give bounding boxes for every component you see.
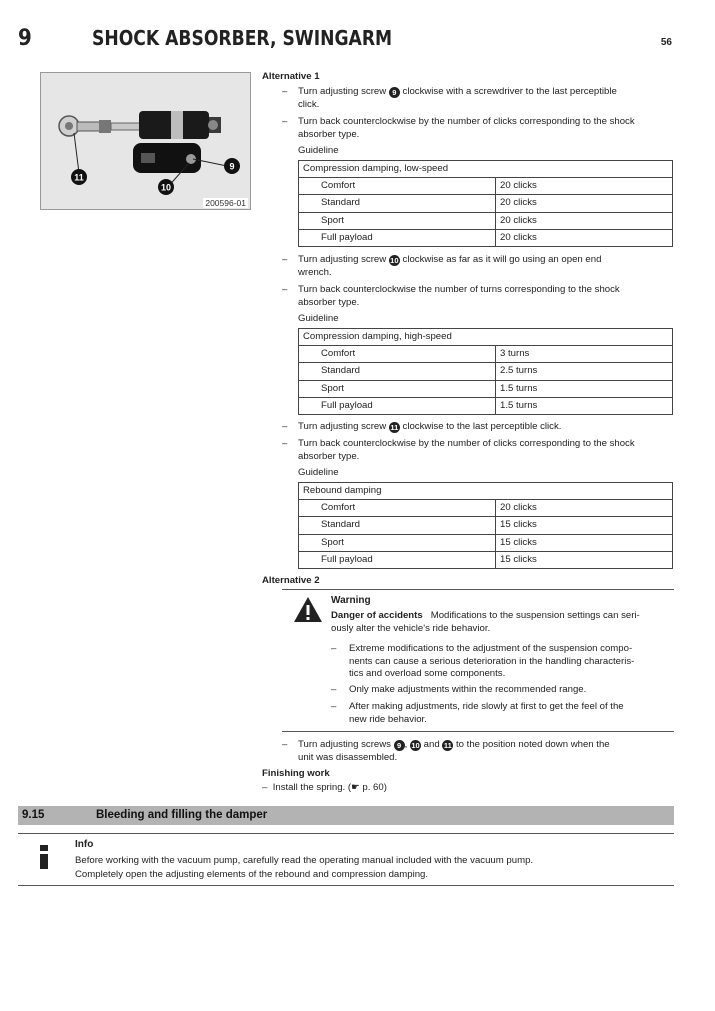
row-label: Standard: [299, 363, 496, 380]
warning-lead: Danger of accidents: [331, 610, 423, 621]
finishing-page-ref[interactable]: p. 60): [362, 782, 387, 793]
row-value: 20 clicks: [496, 229, 673, 246]
section-header-bar: [18, 806, 674, 825]
guideline-label: Guideline: [298, 145, 339, 156]
warning-item-text: Extreme modifications to the adjustment of the suspension compo-: [349, 643, 633, 654]
dash: –: [331, 684, 337, 695]
step-4-text-a: Turn back counterclockwise the number of turns corresponding to the shock: [298, 284, 620, 295]
row-value: 3 turns: [496, 346, 673, 363]
info-icon: [37, 845, 51, 869]
table-row: [299, 195, 673, 212]
finishing-work-heading: Finishing work: [262, 768, 330, 779]
dash: –: [262, 782, 268, 793]
chapter-title: SHOCK ABSORBER, SWINGARM: [92, 26, 393, 50]
step-4-text-b: absorber type.: [298, 296, 360, 308]
chapter-number: 9: [18, 26, 33, 51]
table-row: [299, 534, 673, 551]
row-value: 15 clicks: [496, 551, 673, 568]
table-row: [299, 229, 673, 246]
step-5-text-b: clockwise to the last perceptible click.: [402, 421, 562, 432]
warning-item-text: After making adjustments, ride slowly at first to get the feel of the: [349, 701, 624, 712]
svg-text:9: 9: [229, 161, 235, 172]
table-row: [299, 551, 673, 568]
row-value: 1.5 turns: [496, 397, 673, 414]
info-line-2: Completely open the adjusting elements of the rebound and compression damping.: [75, 868, 429, 880]
row-label: Full payload: [299, 551, 496, 568]
warning-title: Warning: [331, 595, 371, 606]
step-1: [282, 86, 674, 111]
warning-item-1: [331, 643, 671, 681]
warning-body: [331, 610, 671, 635]
step-2-text-a: Turn back counterclockwise by the number of clicks corresponding to the shock: [298, 116, 635, 127]
table-title: Rebound damping: [299, 483, 673, 500]
shock-absorber-photo: [40, 72, 251, 210]
page-number: 56: [660, 37, 672, 48]
info-body: [75, 854, 675, 881]
dash: –: [282, 86, 288, 97]
warning-text-a: Modifications to the suspension settings can seri-: [430, 610, 640, 621]
step-5: [282, 421, 674, 434]
step-4: [282, 284, 674, 309]
figure-code: 200596-01: [205, 198, 246, 208]
row-value: 20 clicks: [496, 195, 673, 212]
table-row: [299, 517, 673, 534]
divider: [18, 885, 674, 886]
alternative-1-heading: Alternative 1: [262, 71, 320, 82]
table-compression-low-speed: [298, 160, 673, 247]
step-3-text-c: wrench.: [298, 266, 332, 278]
ref-10-icon: 10: [390, 256, 399, 265]
dash: –: [282, 116, 288, 127]
section-number: 9.15: [22, 809, 45, 821]
dash: –: [282, 421, 288, 432]
warning-item-text: tics and overload some components.: [349, 668, 506, 679]
divider: [282, 589, 674, 590]
step-6: [282, 438, 674, 463]
step-3-text-a: Turn adjusting screw: [298, 254, 387, 265]
row-label: Comfort: [299, 500, 496, 517]
dash: –: [282, 739, 288, 750]
table-row: [299, 212, 673, 229]
step-7-text-a: Turn adjusting screws: [298, 739, 391, 750]
row-value: 20 clicks: [496, 178, 673, 195]
svg-text:11: 11: [74, 172, 84, 183]
step-3-text-b: clockwise as far as it will go using an open end: [402, 254, 602, 265]
row-label: Full payload: [299, 397, 496, 414]
row-label: Full payload: [299, 229, 496, 246]
row-value: 15 clicks: [496, 517, 673, 534]
row-label: Sport: [299, 380, 496, 397]
step-7-text-c: unit was disassembled.: [298, 751, 398, 763]
step-2: [282, 116, 674, 141]
step-1-text-b: clockwise with a screwdriver to the last perceptible: [402, 86, 617, 97]
row-label: Sport: [299, 534, 496, 551]
row-label: Comfort: [299, 346, 496, 363]
ref-11-icon: 11: [390, 423, 399, 432]
alternative-2-heading: Alternative 2: [262, 575, 320, 586]
warning-item-text: nents can cause a serious deterioration in the handling characteris-: [349, 655, 635, 667]
dash: –: [282, 438, 288, 449]
dash: –: [282, 254, 288, 265]
warning-triangle-icon: [293, 596, 323, 623]
shock-absorber-illustration: [41, 73, 250, 209]
step-6-text-b: absorber type.: [298, 450, 360, 462]
step-2-text-b: absorber type.: [298, 128, 360, 140]
table-rebound-damping: [298, 482, 673, 569]
row-value: 2.5 turns: [496, 363, 673, 380]
finishing-text-a: Install the spring. (: [272, 782, 352, 793]
step-7: [282, 739, 674, 764]
info-title: Info: [75, 839, 94, 850]
info-line-1: Before working with the vacuum pump, carefully read the operating manual included with the vacuum pump.: [75, 855, 534, 866]
guideline-label: Guideline: [298, 467, 339, 478]
row-value: 1.5 turns: [496, 380, 673, 397]
table-row: [299, 178, 673, 195]
step-7-text-b: to the position noted down when the: [456, 739, 610, 750]
ref-9-icon: 9: [394, 740, 405, 751]
step-1-text-c: click.: [298, 98, 320, 110]
table-compression-high-speed: [298, 328, 673, 415]
pointing-hand-icon: ☛: [351, 782, 360, 793]
guideline-label: Guideline: [298, 313, 339, 324]
conjunction: and: [423, 739, 440, 750]
dash: –: [282, 284, 288, 295]
callout-10: [158, 179, 174, 195]
row-label: Sport: [299, 212, 496, 229]
table-title: Compression damping, low-speed: [299, 161, 673, 178]
warning-item-3: [331, 701, 671, 726]
row-value: 15 clicks: [496, 534, 673, 551]
warning-item-text: new ride behavior.: [349, 713, 427, 725]
table-row: [299, 500, 673, 517]
step-6-text-a: Turn back counterclockwise by the number of clicks corresponding to the shock: [298, 438, 635, 449]
dash: –: [331, 643, 337, 654]
warning-text-b: ously alter the vehicle's ride behavior.: [331, 622, 491, 634]
callout-11: [71, 169, 87, 185]
finishing-step: [262, 782, 387, 795]
table-row: [299, 346, 673, 363]
dash: –: [331, 701, 337, 712]
table-row: [299, 380, 673, 397]
svg-text:10: 10: [160, 182, 172, 193]
warning-item-2: [331, 684, 671, 697]
table-title: Compression damping, high-speed: [299, 329, 673, 346]
ref-11-icon: 11: [443, 741, 452, 750]
warning-item-text: Only make adjustments within the recommended range.: [349, 684, 587, 695]
divider: [282, 731, 674, 732]
step-1-text-a: Turn adjusting screw: [298, 86, 387, 97]
section-title: Bleeding and filling the damper: [96, 809, 268, 821]
ref-10-icon: 10: [411, 741, 420, 750]
divider: [18, 833, 674, 834]
callout-9: [224, 158, 240, 174]
separator: ,: [404, 739, 408, 750]
step-5-text-a: Turn adjusting screw: [298, 421, 387, 432]
table-row: [299, 363, 673, 380]
ref-9-icon: 9: [389, 87, 400, 98]
row-label: Standard: [299, 517, 496, 534]
step-3: [282, 254, 674, 279]
row-value: 20 clicks: [496, 212, 673, 229]
row-label: Comfort: [299, 178, 496, 195]
row-value: 20 clicks: [496, 500, 673, 517]
table-row: [299, 397, 673, 414]
row-label: Standard: [299, 195, 496, 212]
